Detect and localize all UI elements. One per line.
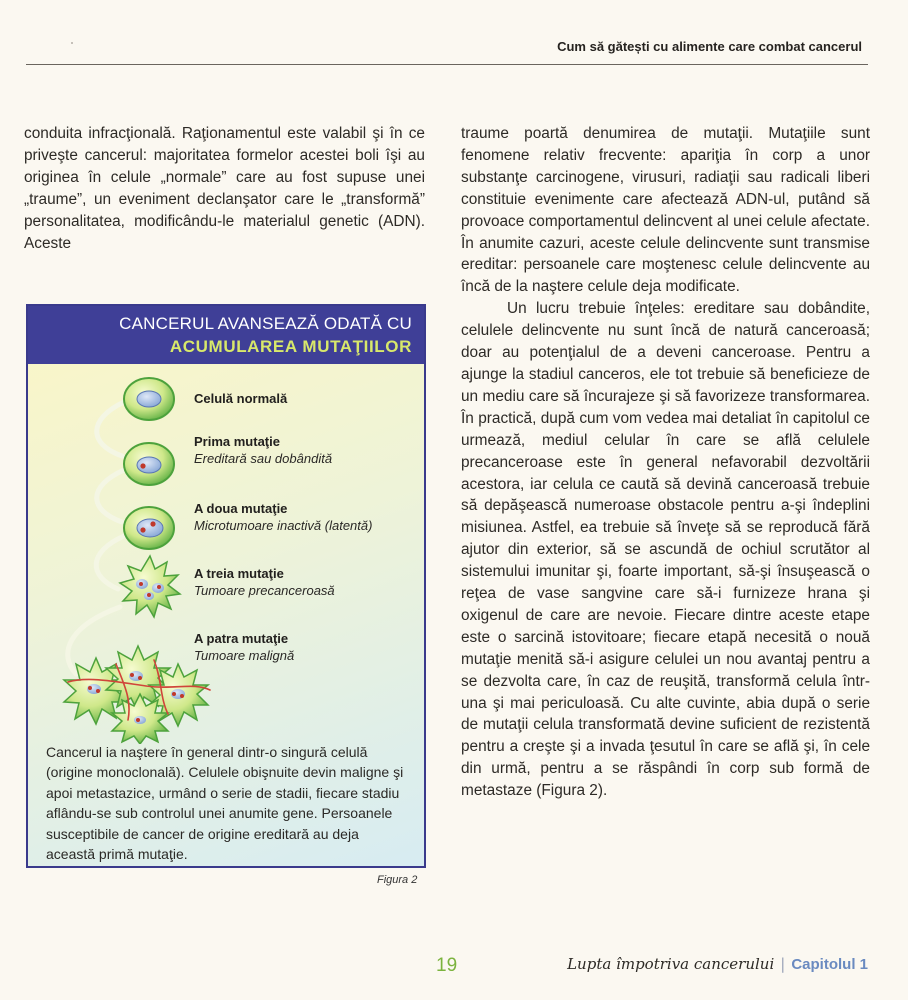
arrow-3 [96,536,124,589]
fourth-mutation-tumor-icon [64,646,210,744]
page-number: 19 [436,955,458,976]
figure-caption: Cancerul ia naştere în general dintr-o singură celulă (origine monoclonală). Celulele obişnuite devin maligne şi apoi metastazice, urmând o serie de stadii, fiecare stadiu aflându-se sub controlul unei anumite gene. Persoanele susceptibile de cancer de origine ereditară au deja această primă mutaţie. [46,744,404,863]
footer-chapter: Capitolul 1 [791,956,868,973]
arrow-1 [97,402,124,456]
left-column [24,123,425,254]
stage-3-title: A doua mutaţie [194,501,288,516]
right-column [461,123,870,802]
figure-box [26,304,426,868]
right-paragraph-1: traume poartă denumirea de mutaţii. Mutaţiile sunt fenomene relativ frecvente: apariţia în corp a unor substanţe carcinogene, virusuri, radiaţii sau radicali liberi constituie evenimente care afectează ADN-ul, putând să provoace comportamentul delincvent al unei celule afectate. În anumite cazuri, aceste celule delincvente sunt transmise ereditar: persoanele care moştenesc celule delincvente au încă de la naştere celule deja modificate. [461,125,870,296]
arrow-2 [97,470,124,522]
stage-1-title: Celulă normală [194,391,288,406]
first-mutation-cell-icon [124,443,174,485]
running-header-title: Cum să gătești cu alimente care combat cancerul [557,39,862,54]
figure-heading [28,306,424,364]
progression-arrows [68,402,124,674]
stage-3 [194,500,372,535]
figure-heading-line1: CANCERUL AVANSEAZĂ ODATĂ CU [119,314,412,333]
left-paragraph-1: conduita infracţională. Raţionamentul este valabil şi în ce priveşte cancerul: majoritatea formelor acestei boli îşi au originea în celule „normale” care au fost supuse unei „traume”, un eveniment declanşator care le „transformă” personalitatea, modificându-le materialul genetic (ADN). Aceste [24,125,425,252]
print-speck [71,42,73,44]
normal-cell-icon [124,378,174,420]
figure-heading-line2: ACUMULAREA MUTAŢIILOR [169,337,412,356]
footer-book-title: Lupta împotriva cancerului [567,955,775,973]
stage-4 [194,565,335,600]
mutation-illustration [28,364,424,744]
second-mutation-cell-icon [124,507,174,549]
stage-5-title: A patra mutaţie [194,631,289,646]
stage-5 [194,630,294,665]
stage-4-title: A treia mutaţie [194,566,284,581]
stage-2-title: Prima mutaţie [194,434,280,449]
right-paragraph-2: Un lucru trebuie înţeles: ereditare sau dobândite, celulele delincvente nu sunt încă de natură canceroasă; doar au potenţialul de a deveni canceroase. Pentru a ajunge la stadiul canceros, ele tot trebuie să beneficieze de un mediu care să încurajeze şi să favorizeze transformarea. În practică, după cum vom vedea mai detaliat în capitolul ce urmează, mediul celular în care se află celulele precanceroase este în general nefavorabil dezvoltării acestora, iar celula ce caută să devină canceroasă trebuie să depăşească numeroase obstacole pentru a-şi îndeplini misiunea. Astfel, ea trebuie să înveţe să se reproducă fără ajutor din exterior, să se ascundă de ochiul scrutător al sistemului imunitar şi, foarte important, să-şi însuşească o reţea de vase sangvine care să-i furnizeze hrana şi oxigenul de care are nevoie. Fiecare dintre aceste etape este o sarcină istovitoare; fiecare etapă necesită o nouă mutaţie menită să-i asigure celulei un nou avantaj pentru a se dezvolta care, în caz de reuşită, transformă celula într-una şi mai periculoasă. Cu alte cuvinte, abia după o serie de mutaţii celula transformată devine suficient de rezistentă pentru a creşte şi a invada ţesutul în care se află şi, în cele din urmă, pentru a se răspândi în corp sub formă de metastaze (Figura 2). [461,300,870,800]
stage-4-subtitle: Tumoare precanceroasă [194,583,335,598]
running-footer [567,955,868,973]
stage-5-subtitle: Tumoare malignă [194,648,295,663]
figure-label: Figura 2 [377,874,418,886]
stage-2 [194,433,332,468]
stage-3-subtitle: Microtumoare inactivă (latentă) [194,518,373,533]
footer-separator: | [780,955,786,973]
third-mutation-cell-icon [120,556,180,617]
stage-2-subtitle: Ereditară sau dobândită [194,451,333,466]
header-rule [26,64,868,65]
stage-1 [194,390,287,407]
